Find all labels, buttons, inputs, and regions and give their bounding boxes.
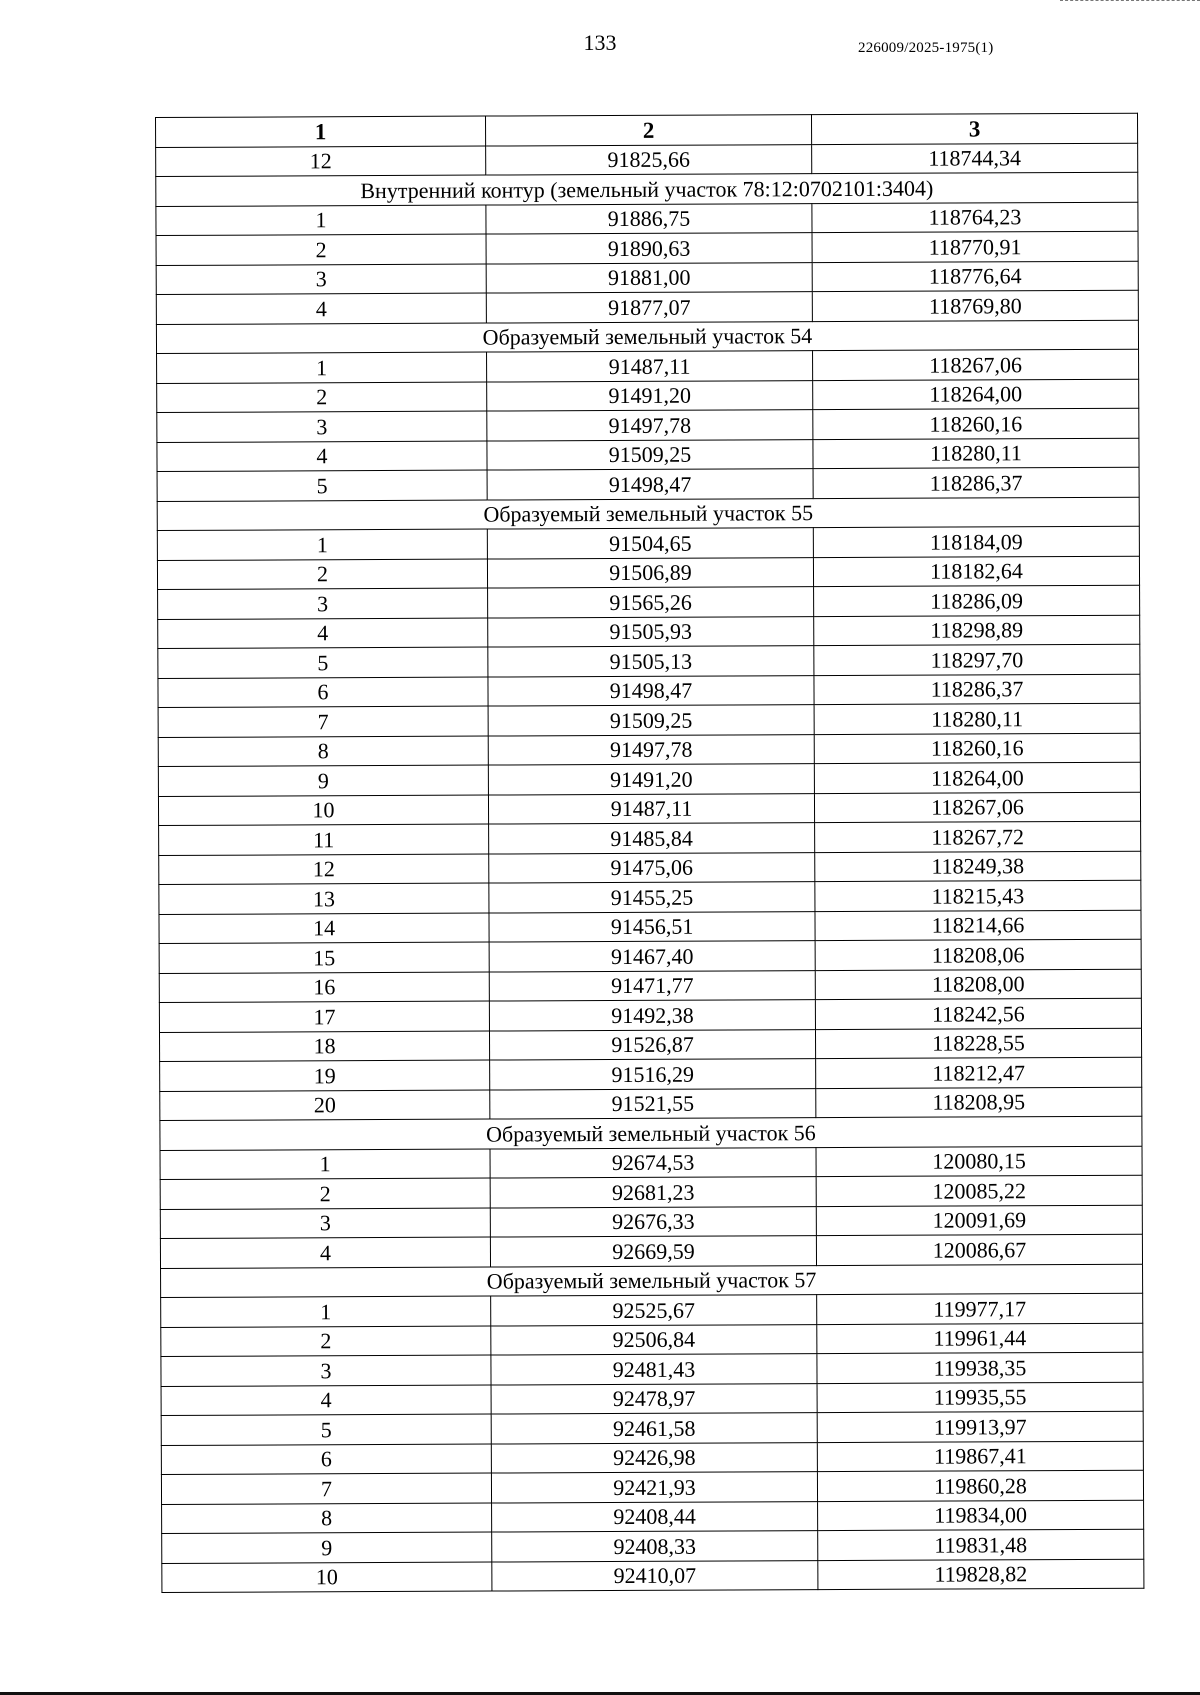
coordinate-y-cell: 118744,34 — [812, 143, 1138, 174]
coordinate-x-cell: 91504,65 — [487, 528, 813, 559]
point-number-cell: 3 — [160, 1208, 490, 1239]
coordinate-y-cell: 119977,17 — [817, 1293, 1143, 1324]
point-number-cell: 3 — [158, 588, 488, 619]
point-number-cell: 3 — [156, 264, 486, 295]
point-number-cell: 16 — [159, 972, 489, 1003]
coordinate-y-cell: 118769,80 — [812, 290, 1138, 321]
coordinate-y-cell: 119913,97 — [817, 1411, 1143, 1442]
coordinate-x-cell: 91505,93 — [488, 616, 814, 647]
coordinate-y-cell: 120086,67 — [816, 1234, 1142, 1265]
coordinate-y-cell: 120091,69 — [816, 1205, 1142, 1236]
table-row — [162, 1529, 1144, 1563]
coordinate-x-cell: 91485,84 — [489, 823, 815, 854]
point-number-cell: 1 — [157, 529, 487, 560]
table-row — [158, 615, 1140, 649]
table-row — [157, 438, 1139, 472]
coordinate-y-cell: 119831,48 — [818, 1529, 1144, 1560]
table-row — [161, 1411, 1143, 1445]
coordinate-y-cell: 119938,35 — [817, 1352, 1143, 1383]
coordinate-x-cell: 91825,66 — [486, 144, 812, 175]
coordinate-x-cell: 92481,43 — [491, 1354, 817, 1385]
section-title-row — [160, 1116, 1142, 1150]
point-number-cell: 1 — [160, 1149, 490, 1180]
coordinate-y-cell: 118184,09 — [813, 526, 1139, 557]
point-number-cell: 4 — [161, 1385, 491, 1416]
table-row — [161, 1382, 1143, 1416]
table-row — [156, 231, 1138, 265]
section-title-row — [156, 172, 1138, 206]
point-number-cell: 2 — [157, 382, 487, 413]
table-row — [158, 733, 1140, 767]
point-number-cell: 1 — [161, 1296, 491, 1327]
coordinate-x-cell: 91492,38 — [489, 1000, 815, 1031]
coordinate-x-cell: 91516,29 — [490, 1059, 816, 1090]
table-row — [156, 261, 1138, 295]
page-number: 133 — [583, 30, 617, 55]
coordinate-y-cell: 118228,55 — [815, 1028, 1141, 1059]
section-title: Образуемый земельный участок 54 — [156, 320, 1138, 354]
coordinate-x-cell: 91491,20 — [487, 380, 813, 411]
table-row — [158, 703, 1140, 737]
coordinate-y-cell: 118267,72 — [815, 821, 1141, 852]
table-row — [161, 1441, 1143, 1475]
document-code: 226009/2025-1975(1) — [858, 40, 994, 56]
section-title: Образуемый земельный участок 57 — [161, 1264, 1143, 1298]
point-number-cell: 11 — [159, 824, 489, 855]
coordinate-y-cell: 119935,55 — [817, 1382, 1143, 1413]
section-title-row — [161, 1264, 1143, 1298]
point-number-cell: 14 — [159, 913, 489, 944]
table-row — [157, 526, 1139, 560]
point-number-cell: 4 — [160, 1237, 490, 1268]
coordinate-y-cell: 118297,70 — [814, 644, 1140, 675]
point-number-cell: 5 — [158, 647, 488, 678]
coordinate-x-cell: 91498,47 — [488, 675, 814, 706]
table-row — [157, 408, 1139, 442]
coordinate-y-cell: 118260,16 — [813, 408, 1139, 439]
table-row — [159, 969, 1141, 1003]
table-row — [156, 290, 1138, 324]
table-row — [159, 910, 1141, 944]
table-row — [159, 880, 1141, 914]
coordinate-x-cell: 92669,59 — [490, 1236, 816, 1267]
point-number-cell: 19 — [160, 1060, 490, 1091]
point-number-cell: 12 — [156, 146, 486, 177]
coordinate-y-cell: 118267,06 — [813, 349, 1139, 380]
coordinate-y-cell: 118208,00 — [815, 969, 1141, 1000]
table-row — [158, 585, 1140, 619]
coordinate-y-cell: 118214,66 — [815, 910, 1141, 941]
point-number-cell: 2 — [156, 234, 486, 265]
table-row — [160, 1057, 1142, 1091]
coordinate-y-cell: 119834,00 — [818, 1500, 1144, 1531]
coordinate-y-cell: 120080,15 — [816, 1146, 1142, 1177]
coordinate-x-cell: 92506,84 — [491, 1324, 817, 1355]
coordinate-x-cell: 91565,26 — [488, 587, 814, 618]
coordinate-y-cell: 118264,00 — [814, 762, 1140, 793]
section-title: Внутренний контур (земельный участок 78:12:0702101:3404) — [156, 172, 1138, 206]
table-row — [156, 202, 1138, 236]
coordinate-x-cell: 92525,67 — [491, 1295, 817, 1326]
coordinate-x-cell: 91455,25 — [489, 882, 815, 913]
table-row — [160, 1146, 1142, 1180]
coordinate-x-cell: 91497,78 — [487, 410, 813, 441]
point-number-cell: 20 — [160, 1090, 490, 1121]
coordinate-x-cell: 91487,11 — [488, 793, 814, 824]
coordinate-x-cell: 92408,44 — [492, 1501, 818, 1532]
point-number-cell: 4 — [158, 618, 488, 649]
coordinate-y-cell: 118280,11 — [814, 703, 1140, 734]
table-row — [159, 851, 1141, 885]
column-header-3: 3 — [811, 113, 1137, 144]
coordinate-y-cell: 118267,06 — [814, 792, 1140, 823]
point-number-cell: 18 — [159, 1031, 489, 1062]
table-row — [158, 762, 1140, 796]
coordinate-y-cell: 120085,22 — [816, 1175, 1142, 1206]
table-row — [159, 1028, 1141, 1062]
coordinate-y-cell: 119961,44 — [817, 1323, 1143, 1354]
table-row — [159, 939, 1141, 973]
section-title-row — [157, 497, 1139, 531]
table-row — [159, 821, 1141, 855]
coordinate-x-cell: 91890,63 — [486, 233, 812, 264]
coordinate-x-cell: 91467,40 — [489, 941, 815, 972]
table-row — [159, 998, 1141, 1032]
coordinate-y-cell: 118208,06 — [815, 939, 1141, 970]
table-row — [160, 1175, 1142, 1209]
coordinate-x-cell: 91881,00 — [486, 262, 812, 293]
table-row — [158, 674, 1140, 708]
coordinate-y-cell: 118764,23 — [812, 202, 1138, 233]
coordinate-y-cell: 118776,64 — [812, 261, 1138, 292]
coordinate-x-cell: 92478,97 — [491, 1383, 817, 1414]
point-number-cell: 9 — [162, 1532, 492, 1563]
table-row — [162, 1500, 1144, 1534]
coordinate-y-cell: 119867,41 — [817, 1441, 1143, 1472]
coordinate-y-cell: 118286,37 — [813, 467, 1139, 498]
column-header-1: 1 — [156, 116, 486, 147]
coordinate-y-cell: 118182,64 — [813, 556, 1139, 587]
section-title-row — [156, 320, 1138, 354]
point-number-cell: 12 — [159, 854, 489, 885]
coordinate-x-cell: 91491,20 — [488, 764, 814, 795]
point-number-cell: 10 — [162, 1562, 492, 1593]
table-row — [157, 379, 1139, 413]
point-number-cell: 2 — [161, 1326, 491, 1357]
coordinate-x-cell: 92676,33 — [490, 1206, 816, 1237]
coordinate-x-cell: 91456,51 — [489, 911, 815, 942]
table-row — [157, 349, 1139, 383]
point-number-cell: 1 — [156, 205, 486, 236]
table-row — [158, 792, 1140, 826]
coordinate-y-cell: 118212,47 — [816, 1057, 1142, 1088]
table-header-row — [156, 113, 1138, 147]
coordinate-x-cell: 92681,23 — [490, 1177, 816, 1208]
table-row — [161, 1470, 1143, 1504]
coordinate-y-cell: 118298,89 — [814, 615, 1140, 646]
coordinate-y-cell: 119828,82 — [818, 1559, 1144, 1590]
coordinate-x-cell: 91505,13 — [488, 646, 814, 677]
coordinate-x-cell: 91475,06 — [489, 852, 815, 883]
coordinate-x-cell: 92421,93 — [491, 1472, 817, 1503]
point-number-cell: 17 — [159, 1001, 489, 1032]
coordinate-x-cell: 92461,58 — [491, 1413, 817, 1444]
table-row — [162, 1559, 1144, 1593]
coordinates-table — [155, 113, 1144, 1593]
coordinate-y-cell: 118215,43 — [815, 880, 1141, 911]
coordinate-x-cell: 92410,07 — [492, 1560, 818, 1591]
coordinate-x-cell: 91526,87 — [489, 1029, 815, 1060]
coordinate-y-cell: 118260,16 — [814, 733, 1140, 764]
table-row — [160, 1087, 1142, 1121]
table-row — [160, 1234, 1142, 1268]
coordinate-x-cell: 92674,53 — [490, 1147, 816, 1178]
coordinate-y-cell: 118264,00 — [813, 379, 1139, 410]
point-number-cell: 4 — [156, 293, 486, 324]
coordinate-x-cell: 91521,55 — [490, 1088, 816, 1119]
coordinate-y-cell: 118770,91 — [812, 231, 1138, 262]
coordinate-x-cell: 92408,33 — [492, 1531, 818, 1562]
section-title: Образуемый земельный участок 56 — [160, 1116, 1142, 1150]
coordinate-y-cell: 118249,38 — [815, 851, 1141, 882]
point-number-cell: 10 — [158, 795, 488, 826]
point-number-cell: 3 — [161, 1355, 491, 1386]
table-row — [156, 143, 1138, 177]
table-row — [160, 1205, 1142, 1239]
point-number-cell: 8 — [162, 1503, 492, 1534]
point-number-cell: 8 — [158, 736, 488, 767]
point-number-cell: 4 — [157, 441, 487, 472]
point-number-cell: 9 — [158, 765, 488, 796]
point-number-cell: 7 — [158, 706, 488, 737]
coordinate-x-cell: 92426,98 — [491, 1442, 817, 1473]
table-row — [161, 1323, 1143, 1357]
point-number-cell: 6 — [161, 1444, 491, 1475]
coordinate-x-cell: 91497,78 — [488, 734, 814, 765]
table-row — [157, 556, 1139, 590]
section-title: Образуемый земельный участок 55 — [157, 497, 1139, 531]
table-body — [156, 143, 1144, 1593]
coordinate-x-cell: 91498,47 — [487, 469, 813, 500]
table-row — [161, 1352, 1143, 1386]
coordinate-x-cell: 91886,75 — [486, 203, 812, 234]
coordinate-y-cell: 118286,09 — [814, 585, 1140, 616]
table-row — [161, 1293, 1143, 1327]
coordinate-x-cell: 91487,11 — [487, 351, 813, 382]
coordinate-y-cell: 118208,95 — [816, 1087, 1142, 1118]
coordinate-x-cell: 91471,77 — [489, 970, 815, 1001]
coordinate-y-cell: 118242,56 — [815, 998, 1141, 1029]
coordinate-x-cell: 91877,07 — [486, 292, 812, 323]
point-number-cell: 13 — [159, 883, 489, 914]
point-number-cell: 2 — [160, 1178, 490, 1209]
coordinate-y-cell: 118286,37 — [814, 674, 1140, 705]
table-row — [158, 644, 1140, 678]
point-number-cell: 2 — [157, 559, 487, 590]
top-edge-mark — [1060, 0, 1200, 4]
coordinate-x-cell: 91509,25 — [488, 705, 814, 736]
point-number-cell: 15 — [159, 942, 489, 973]
coordinate-y-cell: 119860,28 — [817, 1470, 1143, 1501]
point-number-cell: 7 — [161, 1473, 491, 1504]
table-row — [157, 467, 1139, 501]
point-number-cell: 1 — [157, 352, 487, 383]
point-number-cell: 5 — [161, 1414, 491, 1445]
point-number-cell: 5 — [157, 470, 487, 501]
column-header-2: 2 — [485, 115, 811, 146]
coordinate-y-cell: 118280,11 — [813, 438, 1139, 469]
coordinate-x-cell: 91509,25 — [487, 439, 813, 470]
coordinate-x-cell: 91506,89 — [487, 557, 813, 588]
point-number-cell: 3 — [157, 411, 487, 442]
point-number-cell: 6 — [158, 677, 488, 708]
